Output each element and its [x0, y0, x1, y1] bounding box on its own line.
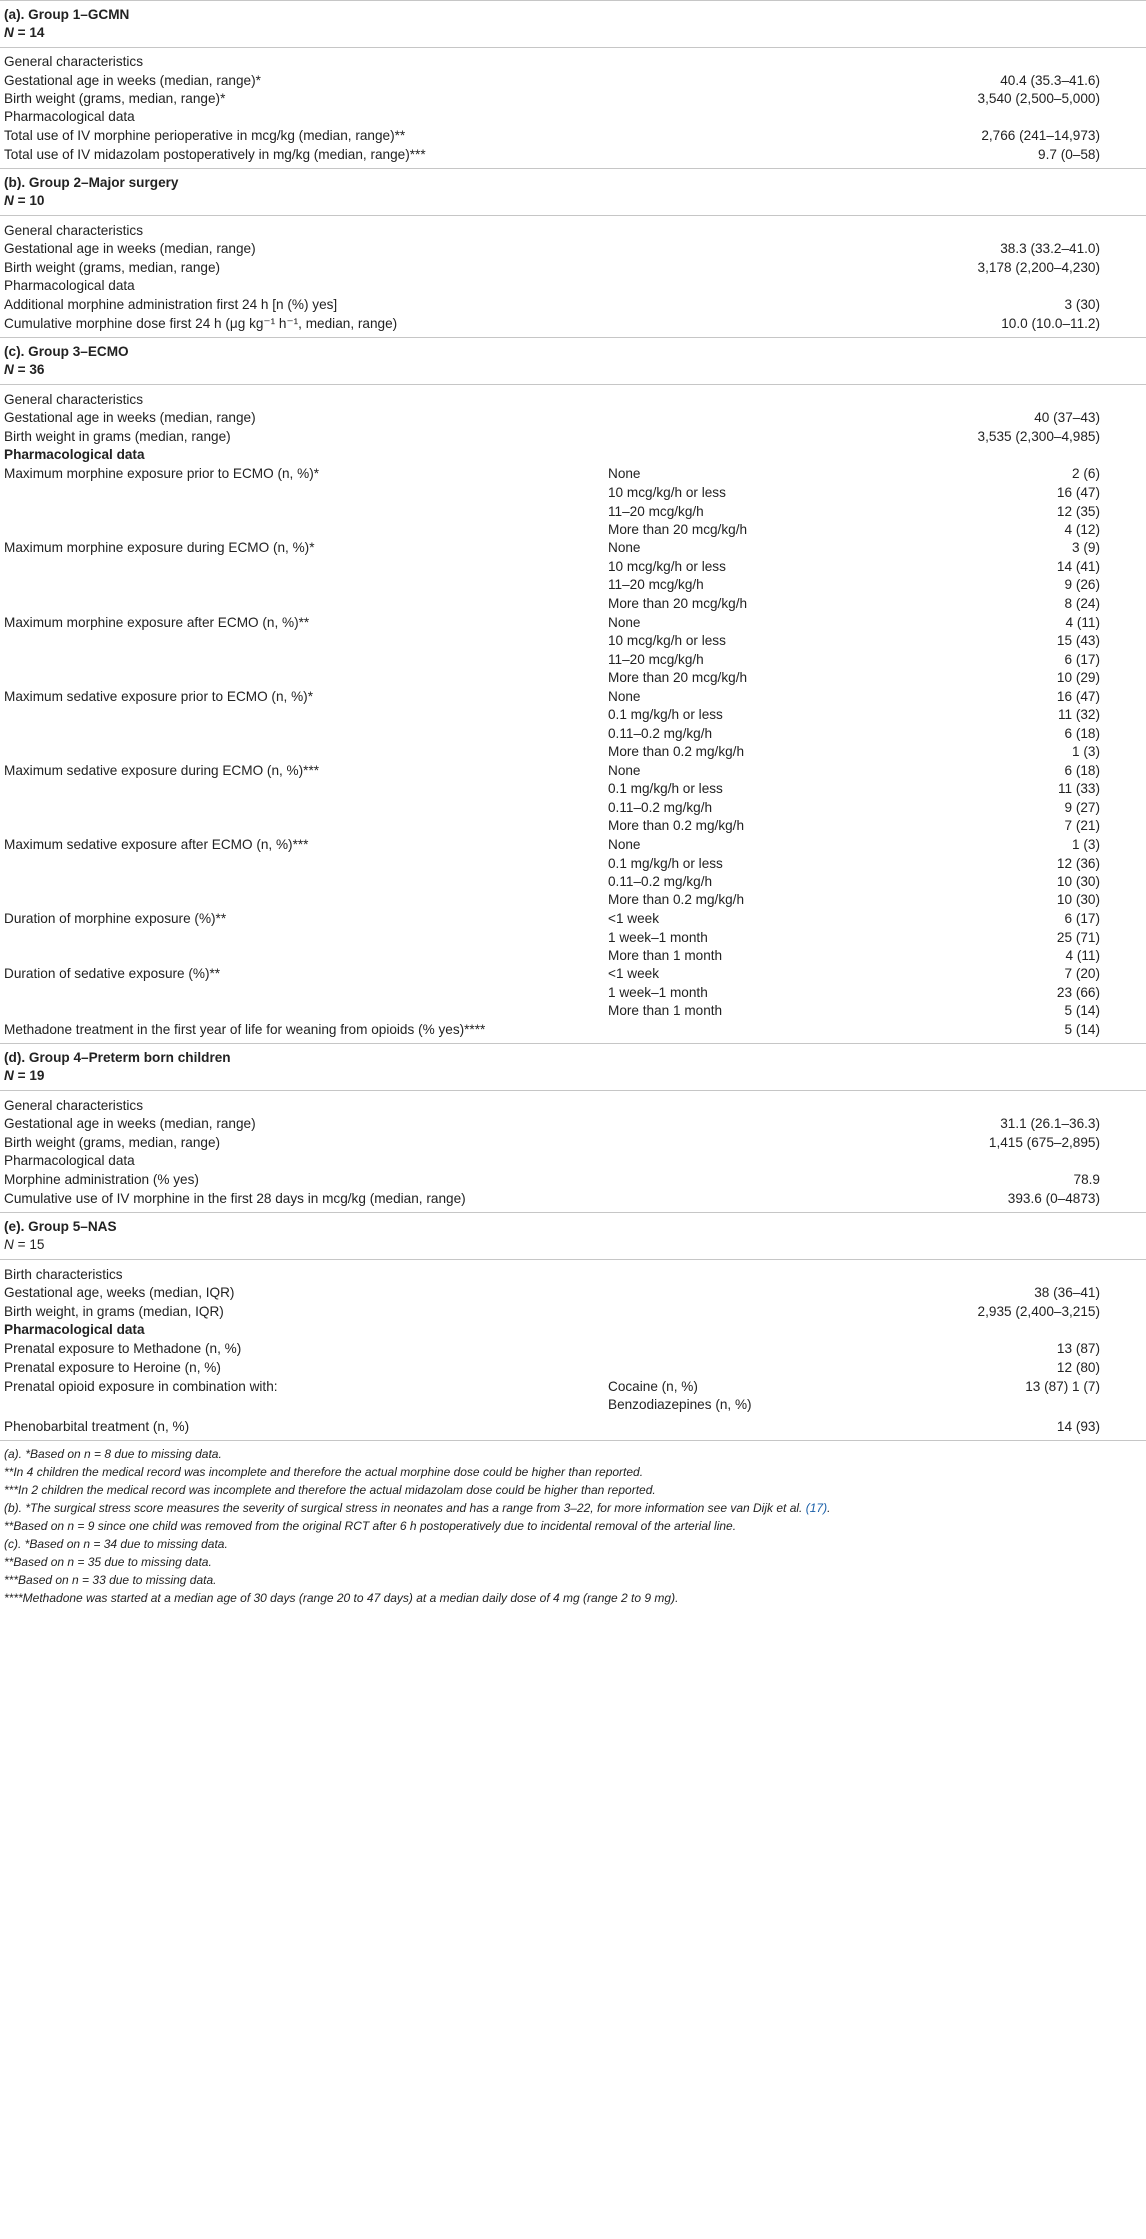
section-d-n: [4, 1067, 44, 1085]
category-label: 10 mcg/kg/h or less: [608, 633, 726, 648]
category-label: 0.11–0.2 mg/kg/h: [608, 800, 713, 815]
category-label: 11–20 mcg/kg/h: [608, 577, 704, 592]
row-label: Birth characteristics: [4, 1267, 123, 1282]
rule: [0, 1212, 1146, 1213]
row-value: 13 (87) 1 (7): [1025, 1379, 1100, 1394]
row-label: Gestational age in weeks (median, range)*: [4, 73, 261, 88]
category-label: 0.1 mg/kg/h or less: [608, 707, 723, 722]
row-label: Additional morphine administration first 24 h [n (%) yes]: [4, 297, 338, 312]
row-label: Pharmacological data: [4, 278, 135, 293]
citation-link[interactable]: (17): [805, 1501, 828, 1515]
row-label: Pharmacological data: [4, 109, 135, 124]
category-label: 11–20 mcg/kg/h: [608, 504, 704, 519]
footnote-text: (b). *The surgical stress score measures the severity of surgical stress in neonates and has a range from 3–22, for more information see van Dijk et al.: [4, 1501, 803, 1515]
rule: [0, 1440, 1146, 1441]
category-label: None: [608, 689, 641, 704]
row-label: Morphine administration (% yes): [4, 1172, 199, 1187]
category-value: 8 (24): [1064, 596, 1100, 611]
n-value: = 15: [17, 1237, 45, 1252]
section-b-heading: (b). Group 2–Major surgery: [4, 175, 179, 190]
row-value: 2,766 (241–14,973): [981, 128, 1100, 143]
row-value: 1,415 (675–2,895): [988, 1135, 1100, 1150]
category-value: 7 (20): [1064, 966, 1100, 981]
row-label: Gestational age in weeks (median, range): [4, 241, 256, 256]
category-value: 9 (26): [1064, 577, 1100, 592]
category-label: <1 week: [608, 966, 660, 981]
category-value: 10 (30): [1056, 892, 1100, 907]
category-label: 0.11–0.2 mg/kg/h: [608, 726, 713, 741]
category-value: 23 (66): [1056, 985, 1100, 1000]
category-label: More than 0.2 mg/kg/h: [608, 818, 745, 833]
footnote: **Based on n = 35 due to missing data.: [4, 1555, 212, 1569]
rule: [0, 1259, 1146, 1260]
rule: [0, 47, 1146, 48]
category-label: 0.11–0.2 mg/kg/h: [608, 874, 713, 889]
category-label: More than 20 mcg/kg/h: [608, 522, 748, 537]
group-label: Duration of sedative exposure (%)**: [4, 966, 221, 981]
category-value: 10 (29): [1056, 670, 1100, 685]
category-label: 0.1 mg/kg/h or less: [608, 781, 723, 796]
category-label: None: [608, 837, 641, 852]
section-e-heading: (e). Group 5–NAS: [4, 1219, 117, 1234]
group-label: Methadone treatment in the first year of life for weaning from opioids (% yes)****: [4, 1022, 486, 1037]
n-symbol: N: [4, 193, 14, 208]
category-value: 1 (3): [1072, 744, 1100, 759]
group-label: Maximum morphine exposure prior to ECMO (n, %)*: [4, 466, 320, 481]
rule: [0, 0, 1146, 1]
rule: [0, 1090, 1146, 1091]
row-label: Birth weight (grams, median, range): [4, 1135, 221, 1150]
category-value: 3 (9): [1072, 540, 1100, 555]
group-label: Maximum morphine exposure after ECMO (n, %)**: [4, 615, 310, 630]
category-label: Benzodiazepines (n, %): [608, 1397, 752, 1412]
footnote: [4, 1500, 830, 1516]
pharm-heading: Pharmacological data: [4, 447, 145, 462]
row-label: Pharmacological data: [4, 1153, 135, 1168]
section-a-heading: (a). Group 1–GCMN: [4, 7, 130, 22]
row-label: Total use of IV morphine perioperative in mcg/kg (median, range)**: [4, 128, 406, 143]
category-value: 16 (47): [1056, 689, 1100, 704]
row-label: General characteristics: [4, 1098, 144, 1113]
n-value: = 14: [17, 25, 45, 40]
row-value: 12 (80): [1056, 1360, 1100, 1375]
category-label: None: [608, 540, 641, 555]
category-label: <1 week: [608, 911, 660, 926]
category-value: 1 (3): [1072, 837, 1100, 852]
category-value: 12 (35): [1056, 504, 1100, 519]
category-label: More than 1 month: [608, 948, 723, 963]
section-c-heading: (c). Group 3–ECMO: [4, 344, 129, 359]
category-value: 6 (17): [1064, 652, 1100, 667]
section-c-n: [4, 361, 44, 379]
category-label: 0.1 mg/kg/h or less: [608, 856, 723, 871]
group-label: Maximum sedative exposure during ECMO (n, %)***: [4, 763, 320, 778]
category-value: 4 (11): [1065, 948, 1100, 963]
n-value: = 10: [17, 193, 45, 208]
category-value: 2 (6): [1072, 466, 1100, 481]
row-label: Gestational age in weeks (median, range): [4, 410, 256, 425]
category-value: 7 (21): [1064, 818, 1100, 833]
footnote-tail: .: [827, 1501, 831, 1515]
category-label: 10 mcg/kg/h or less: [608, 485, 726, 500]
group-label: Maximum morphine exposure during ECMO (n, %)*: [4, 540, 315, 555]
row-value: 40 (37–43): [1034, 410, 1100, 425]
footnote: **Based on n = 9 since one child was removed from the original RCT after 6 h postoperatively due to incidental removal of the arterial line.: [4, 1519, 737, 1533]
category-value: 5 (14): [1064, 1003, 1100, 1018]
rule: [0, 168, 1146, 169]
row-value: 393.6 (0–4873): [1007, 1191, 1100, 1206]
n-symbol: N: [4, 25, 14, 40]
rule: [0, 337, 1146, 338]
category-value: 6 (17): [1064, 911, 1100, 926]
row-label: Birth weight (grams, median, range)*: [4, 91, 226, 106]
row-label: General characteristics: [4, 392, 144, 407]
category-value: 15 (43): [1056, 633, 1100, 648]
pharm-heading: Pharmacological data: [4, 1322, 145, 1337]
n-value: = 19: [17, 1068, 45, 1083]
row-label: Cumulative use of IV morphine in the first 28 days in mcg/kg (median, range): [4, 1191, 466, 1206]
row-label: Prenatal exposure to Heroine (n, %): [4, 1360, 221, 1375]
row-label: Gestational age, weeks (median, IQR): [4, 1285, 235, 1300]
rule: [0, 384, 1146, 385]
footnote: ***Based on n = 33 due to missing data.: [4, 1573, 217, 1587]
group-label: Maximum sedative exposure after ECMO (n, %)***: [4, 837, 309, 852]
row-value: 3,540 (2,500–5,000): [977, 91, 1100, 106]
category-value: 16 (47): [1056, 485, 1100, 500]
row-label: General characteristics: [4, 223, 144, 238]
row-value: 78.9: [1073, 1172, 1100, 1187]
row-value: 2,935 (2,400–3,215): [977, 1304, 1100, 1319]
category-value: 14 (41): [1056, 559, 1100, 574]
category-value: 25 (71): [1056, 930, 1100, 945]
row-value: 3,535 (2,300–4,985): [977, 429, 1100, 444]
row-value: 9.7 (0–58): [1038, 147, 1100, 162]
row-label: Birth weight (grams, median, range): [4, 260, 221, 275]
category-label: 1 week–1 month: [608, 985, 708, 1000]
category-label: 1 week–1 month: [608, 930, 708, 945]
category-value: 10 (30): [1056, 874, 1100, 889]
section-e-n: [4, 1236, 44, 1254]
category-label: More than 20 mcg/kg/h: [608, 670, 748, 685]
category-label: More than 1 month: [608, 1003, 723, 1018]
footnote: (c). *Based on n = 34 due to missing data.: [4, 1537, 228, 1551]
row-value: 38.3 (33.2–41.0): [1000, 241, 1100, 256]
category-value: 6 (18): [1064, 726, 1100, 741]
group-label: Maximum sedative exposure prior to ECMO (n, %)*: [4, 689, 313, 704]
row-label: Phenobarbital treatment (n, %): [4, 1419, 190, 1434]
category-value: 6 (18): [1064, 763, 1100, 778]
rule: [0, 1043, 1146, 1044]
category-label: 11–20 mcg/kg/h: [608, 652, 704, 667]
row-label: Cumulative morphine dose first 24 h (μg kg⁻¹ h⁻¹, median, range): [4, 316, 398, 331]
section-b-n: [4, 192, 44, 210]
category-label: None: [608, 763, 641, 778]
category-label: None: [608, 466, 641, 481]
category-label: None: [608, 615, 641, 630]
row-label: Gestational age in weeks (median, range): [4, 1116, 256, 1131]
n-symbol: N: [4, 362, 14, 377]
row-value: 13 (87): [1056, 1341, 1100, 1356]
footnote: **In 4 children the medical record was incomplete and therefore the actual morphine dose could be higher than reported.: [4, 1465, 644, 1479]
category-label: More than 20 mcg/kg/h: [608, 596, 748, 611]
category-value: 4 (12): [1064, 522, 1100, 537]
category-value: 11 (33): [1057, 781, 1100, 796]
category-label: Cocaine (n, %): [608, 1379, 698, 1394]
row-value: 3 (30): [1064, 297, 1100, 312]
n-symbol: N: [4, 1068, 14, 1083]
footnote: ***In 2 children the medical record was incomplete and therefore the actual midazolam dose could be higher than reported.: [4, 1483, 656, 1497]
row-value: 31.1 (26.1–36.3): [1000, 1116, 1100, 1131]
row-label: Birth weight, in grams (median, IQR): [4, 1304, 224, 1319]
category-value: 4 (11): [1065, 615, 1100, 630]
category-label: 10 mcg/kg/h or less: [608, 559, 726, 574]
row-label: General characteristics: [4, 54, 144, 69]
section-d-heading: (d). Group 4–Preterm born children: [4, 1050, 231, 1065]
row-label: Total use of IV midazolam postoperatively in mg/kg (median, range)***: [4, 147, 426, 162]
row-label: Birth weight in grams (median, range): [4, 429, 231, 444]
n-symbol: N: [4, 1237, 14, 1252]
row-label: Prenatal exposure to Methadone (n, %): [4, 1341, 242, 1356]
row-label: Prenatal opioid exposure in combination with:: [4, 1379, 278, 1394]
row-value: 40.4 (35.3–41.6): [1000, 73, 1100, 88]
category-label: More than 0.2 mg/kg/h: [608, 892, 745, 907]
row-value: 14 (93): [1056, 1419, 1100, 1434]
n-value: = 36: [17, 362, 45, 377]
category-value: 12 (36): [1056, 856, 1100, 871]
footnote: (a). *Based on n = 8 due to missing data.: [4, 1447, 222, 1461]
section-a-n: [4, 24, 44, 42]
row-value: 10.0 (10.0–11.2): [1001, 316, 1100, 331]
category-value: 5 (14): [1064, 1022, 1100, 1037]
category-label: More than 0.2 mg/kg/h: [608, 744, 745, 759]
rule: [0, 215, 1146, 216]
footnote: ****Methadone was started at a median age of 30 days (range 20 to 47 days) at a median daily dose of 4 mg (range 2 to 9 mg).: [4, 1591, 679, 1605]
category-value: 9 (27): [1064, 800, 1100, 815]
row-value: 3,178 (2,200–4,230): [977, 260, 1100, 275]
category-value: 11 (32): [1057, 707, 1100, 722]
group-label: Duration of morphine exposure (%)**: [4, 911, 227, 926]
row-value: 38 (36–41): [1034, 1285, 1100, 1300]
